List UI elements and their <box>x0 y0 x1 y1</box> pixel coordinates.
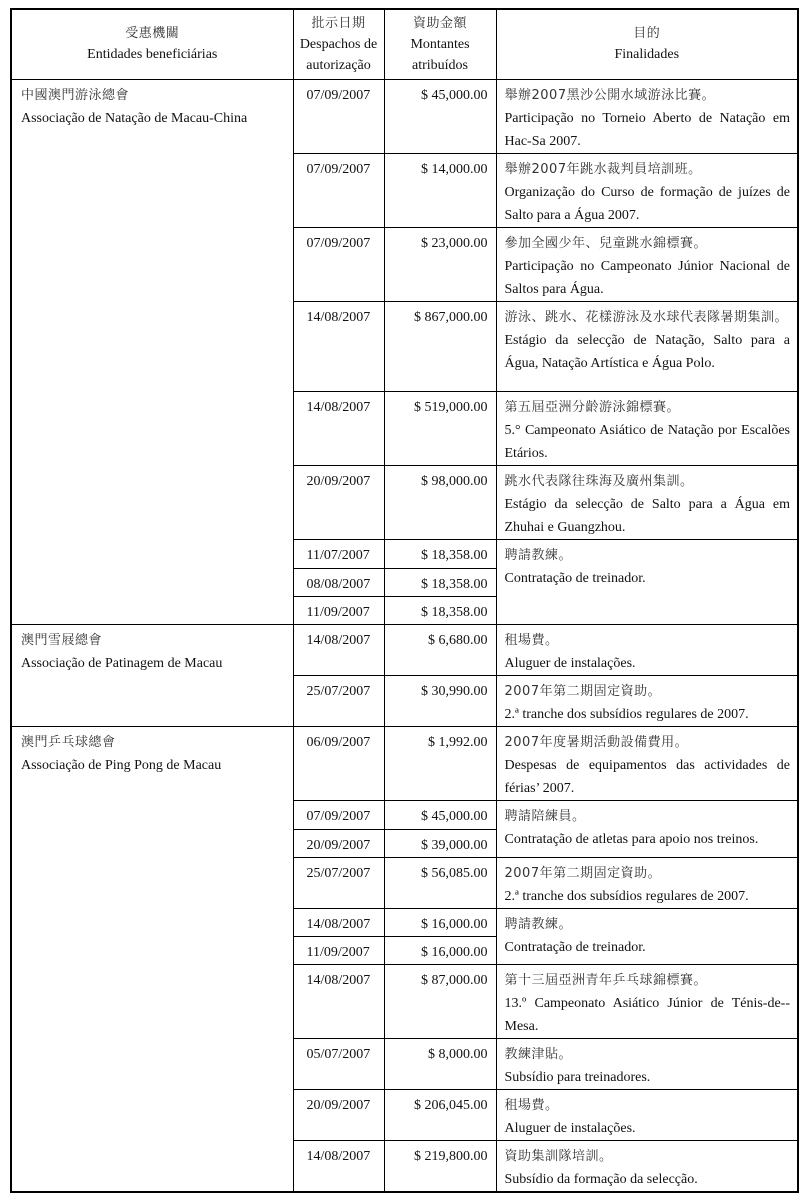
purpose-zh: 聘請陪練員。 <box>504 808 586 824</box>
header-amount-pt: Montantes atribuídos <box>410 36 470 73</box>
purpose-cell <box>496 153 798 227</box>
amount-cell: $ 6,680.00 <box>384 624 496 675</box>
amount-cell: $ 18,358.00 <box>384 568 496 596</box>
header-date-pt: Despachos de autorização <box>299 36 378 73</box>
purpose-pt: Contratação de treinador. <box>504 939 646 955</box>
purpose-pt: Subsídio da formação da selecção. <box>504 1171 698 1187</box>
purpose-pt: Estágio da selecção de Salto para a Água em Zhuhai e Guangzhou. <box>504 496 790 535</box>
date-cell: 05/07/2007 <box>293 1038 384 1089</box>
entity-cell <box>11 624 293 726</box>
purpose-zh: 游泳、跳水、花樣游泳及水球代表隊暑期集訓。 <box>504 309 789 325</box>
amount-cell: $ 1,992.00 <box>384 726 496 800</box>
header-date-zh: 批示日期 <box>311 15 366 31</box>
header-entity-zh: 受惠機關 <box>125 26 180 42</box>
purpose-zh: 租場費。 <box>504 1097 559 1113</box>
table-body <box>11 79 798 1192</box>
purpose-cell <box>496 539 798 624</box>
purpose-pt: 2.ª tranche dos subsídios regulares de 2007. <box>504 706 749 722</box>
purpose-pt: Organização do Curso de formação de juízes de Salto para a Água 2007. <box>504 184 790 223</box>
purpose-cell <box>496 726 798 800</box>
date-cell: 14/08/2007 <box>293 301 384 391</box>
purpose-zh: 2007年第二期固定資助。 <box>504 683 662 699</box>
header-amount-zh: 資助金額 <box>412 15 467 31</box>
date-cell: 11/07/2007 <box>293 539 384 568</box>
purpose-zh: 跳水代表隊往珠海及廣州集訓。 <box>504 473 694 489</box>
date-cell: 07/09/2007 <box>293 153 384 227</box>
entity-name-zh: 中國澳門游泳總會 <box>21 87 130 103</box>
purpose-cell <box>496 1038 798 1089</box>
amount-cell: $ 56,085.00 <box>384 857 496 908</box>
date-cell: 07/09/2007 <box>293 227 384 301</box>
purpose-cell <box>496 79 798 153</box>
purpose-pt: Participação no Campeonato Júnior Nacional de Saltos para Água. <box>504 258 790 297</box>
amount-cell: $ 18,358.00 <box>384 596 496 624</box>
header-date <box>293 9 384 79</box>
purpose-cell <box>496 857 798 908</box>
amount-cell: $ 219,800.00 <box>384 1140 496 1192</box>
amount-cell: $ 16,000.00 <box>384 908 496 936</box>
purpose-pt: Aluguer de instalações. <box>504 1120 636 1136</box>
header-entity <box>11 9 293 79</box>
purpose-zh: 租場費。 <box>504 632 559 648</box>
purpose-zh: 資助集訓隊培訓。 <box>504 1148 613 1164</box>
entity-name-pt: Associação de Natação de Macau-China <box>21 110 248 126</box>
table-row <box>11 624 798 675</box>
date-cell: 14/08/2007 <box>293 908 384 936</box>
header-purpose-zh: 目的 <box>633 26 661 42</box>
header-purpose <box>496 9 798 79</box>
purpose-cell <box>496 624 798 675</box>
date-cell: 20/09/2007 <box>293 1089 384 1140</box>
purpose-pt: Contratação de atletas para apoio nos treinos. <box>504 831 759 847</box>
purpose-pt: Aluguer de instalações. <box>504 655 636 671</box>
purpose-cell <box>496 391 798 465</box>
purpose-pt: Subsídio para treinadores. <box>504 1069 651 1085</box>
purpose-zh: 聘請教練。 <box>504 916 573 932</box>
header-purpose-pt: Finalidades <box>614 47 680 63</box>
purpose-zh: 聘請教練。 <box>504 547 573 563</box>
date-cell: 25/07/2007 <box>293 857 384 908</box>
entity-name-zh: 澳門雪屐總會 <box>21 632 103 648</box>
date-cell: 14/08/2007 <box>293 624 384 675</box>
amount-cell: $ 867,000.00 <box>384 301 496 391</box>
date-cell: 20/09/2007 <box>293 465 384 539</box>
purpose-pt: Participação no Torneio Aberto de Natação em Hac-Sa 2007. <box>504 110 790 149</box>
date-cell: 07/09/2007 <box>293 800 384 829</box>
date-cell: 06/09/2007 <box>293 726 384 800</box>
date-cell: 14/08/2007 <box>293 1140 384 1192</box>
amount-cell: $ 8,000.00 <box>384 1038 496 1089</box>
header-amount <box>384 9 496 79</box>
purpose-cell <box>496 675 798 726</box>
date-cell: 08/08/2007 <box>293 568 384 596</box>
amount-cell: $ 87,000.00 <box>384 964 496 1038</box>
table-row <box>11 79 798 153</box>
entity-name-pt: Associação de Patinagem de Macau <box>21 655 223 671</box>
amount-cell: $ 16,000.00 <box>384 936 496 964</box>
amount-cell: $ 45,000.00 <box>384 800 496 829</box>
purpose-cell <box>496 1140 798 1192</box>
date-cell: 07/09/2007 <box>293 79 384 153</box>
entity-name-pt: Associação de Ping Pong de Macau <box>21 757 222 773</box>
purpose-cell <box>496 964 798 1038</box>
purpose-cell <box>496 465 798 539</box>
purpose-zh: 參加全國少年、兒童跳水錦標賽。 <box>504 235 708 251</box>
amount-cell: $ 18,358.00 <box>384 539 496 568</box>
purpose-cell <box>496 1089 798 1140</box>
purpose-zh: 教練津貼。 <box>504 1046 573 1062</box>
date-cell: 11/09/2007 <box>293 936 384 964</box>
header-row <box>11 9 798 79</box>
subsidies-table <box>10 8 799 1193</box>
purpose-pt: 5.° Campeonato Asiático de Natação por Escalões Etários. <box>504 422 790 461</box>
header-entity-pt: Entidades beneficiárias <box>87 47 218 63</box>
entity-cell <box>11 79 293 624</box>
entity-cell <box>11 726 293 1192</box>
amount-cell: $ 39,000.00 <box>384 829 496 857</box>
purpose-zh: 舉辦2007年跳水裁判員培訓班。 <box>504 161 702 177</box>
amount-cell: $ 519,000.00 <box>384 391 496 465</box>
table-row <box>11 726 798 800</box>
purpose-cell <box>496 800 798 857</box>
purpose-zh: 第五屆亞洲分齡游泳錦標賽。 <box>504 399 681 415</box>
amount-cell: $ 98,000.00 <box>384 465 496 539</box>
amount-cell: $ 45,000.00 <box>384 79 496 153</box>
entity-name-zh: 澳門乒乓球總會 <box>21 734 116 750</box>
purpose-zh: 舉辦2007黑沙公開水域游泳比賽。 <box>504 87 716 103</box>
purpose-cell <box>496 908 798 964</box>
amount-cell: $ 206,045.00 <box>384 1089 496 1140</box>
purpose-zh: 2007年度暑期活動設備費用。 <box>504 734 689 750</box>
purpose-pt: Contratação de treinador. <box>504 570 646 586</box>
purpose-zh: 第十三屆亞洲青年乒乓球錦標賽。 <box>504 972 708 988</box>
date-cell: 25/07/2007 <box>293 675 384 726</box>
purpose-pt: 13.º Campeonato Asiático Júnior de Ténis-de--Mesa. <box>504 995 790 1034</box>
purpose-cell <box>496 227 798 301</box>
purpose-pt: Despesas de equipamentos das actividades de férias’ 2007. <box>504 757 790 796</box>
date-cell: 14/08/2007 <box>293 391 384 465</box>
amount-cell: $ 30,990.00 <box>384 675 496 726</box>
purpose-pt: 2.ª tranche dos subsídios regulares de 2007. <box>504 888 749 904</box>
date-cell: 14/08/2007 <box>293 964 384 1038</box>
purpose-pt: Estágio da selecção de Natação, Salto para a Água, Natação Artística e Água Polo. <box>504 332 790 371</box>
amount-cell: $ 14,000.00 <box>384 153 496 227</box>
date-cell: 20/09/2007 <box>293 829 384 857</box>
amount-cell: $ 23,000.00 <box>384 227 496 301</box>
purpose-zh: 2007年第二期固定資助。 <box>504 865 662 881</box>
date-cell: 11/09/2007 <box>293 596 384 624</box>
purpose-cell <box>496 301 798 391</box>
